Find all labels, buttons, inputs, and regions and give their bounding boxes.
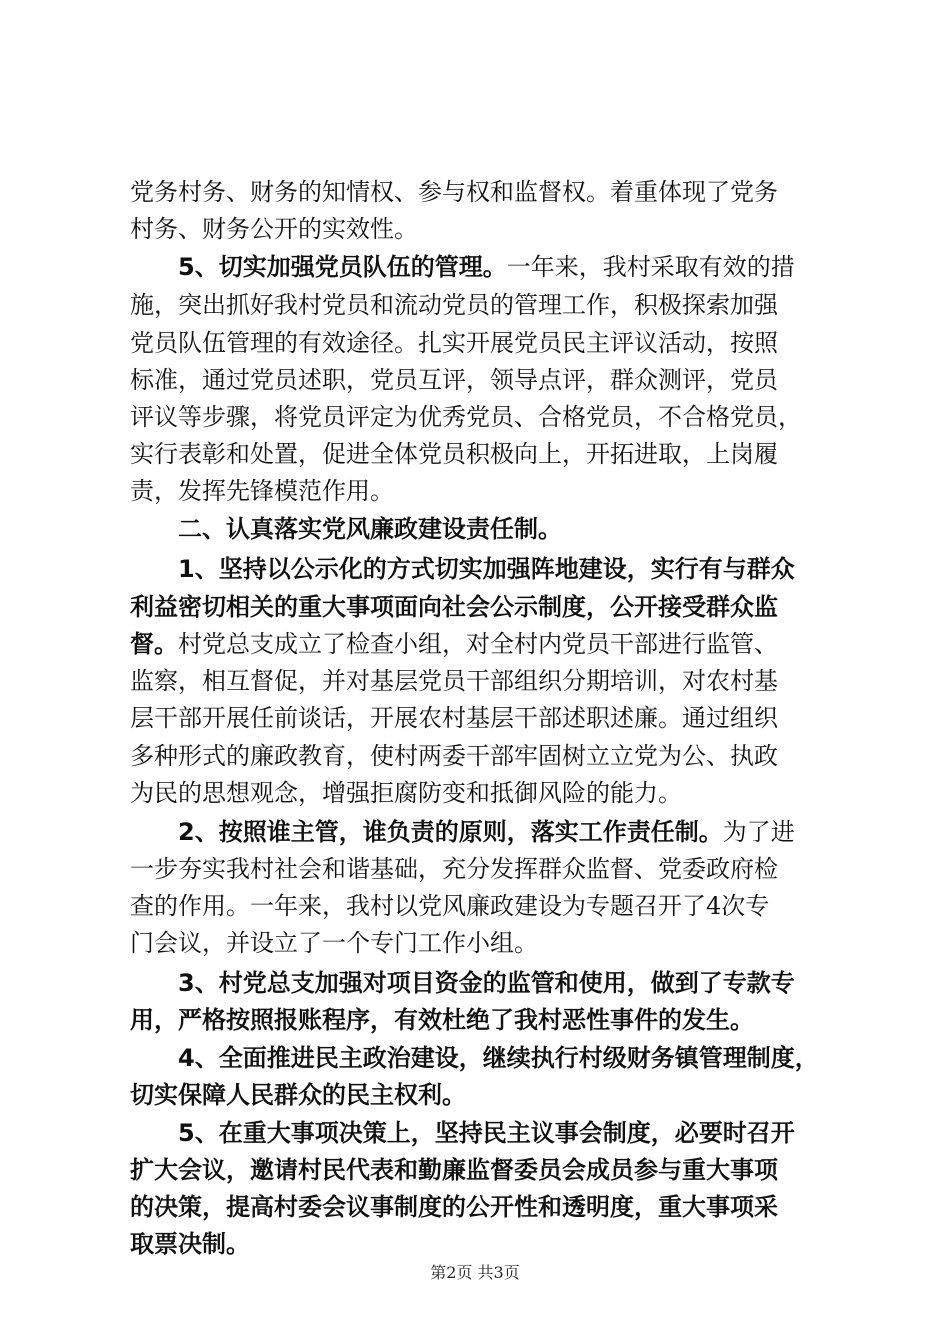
text-line: 扩大会议，邀请村民代表和勤廉监督委员会成员参与重大事项 — [130, 1156, 778, 1184]
text-line: 党员队伍管理的有效途径。扎实开展党员民主评议活动，按照 — [130, 329, 778, 357]
heading-span: 督。 — [130, 630, 178, 658]
text-line: 施，突出抓好我村党员和流动党员的管理工作，积极探索加强 — [130, 291, 778, 319]
page-footer: 第2页 共3页 — [430, 1263, 520, 1282]
text-line: 党务村务、财务的知情权、参与权和监督权。着重体现了党务 — [130, 178, 778, 206]
text-line: 为民的思想观念，增强拒腐防变和抵御风险的能力。 — [130, 779, 682, 807]
text-line: 利益密切相关的重大事项面向社会公示制度，公开接受群众监 — [130, 593, 778, 621]
text-line: 1、坚持以公示化的方式切实加强阵地建设，实行有与群众 — [178, 555, 795, 583]
text-line: 监察，相互督促，并对基层党员干部组织分期培训，对农村基 — [130, 667, 778, 695]
text-line: 层干部开展任前谈话，开展农村基层干部述职述廉。通过组织 — [130, 704, 778, 732]
text-line: 4、全面推进民主政治建设，继续执行村级财务镇管理制度， — [178, 1044, 819, 1072]
text-span: 一年来，我村采取有效的措 — [506, 253, 795, 281]
text-line: 评议等步骤，将党员评定为优秀党员、合格党员，不合格党员， — [130, 403, 802, 431]
text-line: 标准，通过党员述职，党员互评，领导点评，群众测评，党员 — [130, 366, 778, 394]
text-line: 一步夯实我村社会和谐基础，充分发挥群众监督、党委政府检 — [130, 855, 778, 883]
text-line: 责，发挥先锋模范作用。 — [130, 477, 394, 505]
text-line: 取票决制。 — [130, 1230, 250, 1258]
text-span: 村党总支成立了检查小组，对全村内党员干部进行监管、 — [178, 630, 778, 658]
text-line: 多种形式的廉政教育，使村两委干部牢固树立立党为公、执政 — [130, 742, 778, 770]
text-line: 切实保障人民群众的民主权利。 — [130, 1081, 466, 1109]
section-heading: 二、认真落实党风廉政建设责任制。 — [178, 515, 562, 543]
text-span: 为了进 — [722, 818, 795, 846]
text-line: 5、在重大事项决策上，坚持民主议事会制度，必要时召开 — [178, 1119, 795, 1147]
text-line — [178, 815, 835, 849]
text-line: 查的作用。一年来，我村以党风廉政建设为专题召开了4次专 — [130, 892, 770, 920]
text-line: 3、村党总支加强对项目资金的监管和使用，做到了专款专 — [178, 969, 795, 997]
text-line: 村务、财务公开的实效性。 — [130, 215, 418, 243]
text-line: 用，严格按照报账程序，有效杜绝了我村恶性事件的发生。 — [130, 1006, 754, 1034]
text-line: 的决策，提高村委会议事制度的公开性和透明度，重大事项采 — [130, 1193, 778, 1221]
text-line: 实行表彰和处置，促进全体党员积极向上，开拓进取，上岗履 — [130, 440, 778, 468]
text-line: 门会议，并设立了一个专门工作小组。 — [130, 929, 538, 957]
heading-span: 2、按照谁主管，谁负责的原则，落实工作责任制。 — [178, 818, 723, 846]
text-line — [130, 627, 835, 661]
heading-span: 5、切实加强党员队伍的管理。 — [178, 253, 507, 281]
text-line — [178, 250, 835, 284]
